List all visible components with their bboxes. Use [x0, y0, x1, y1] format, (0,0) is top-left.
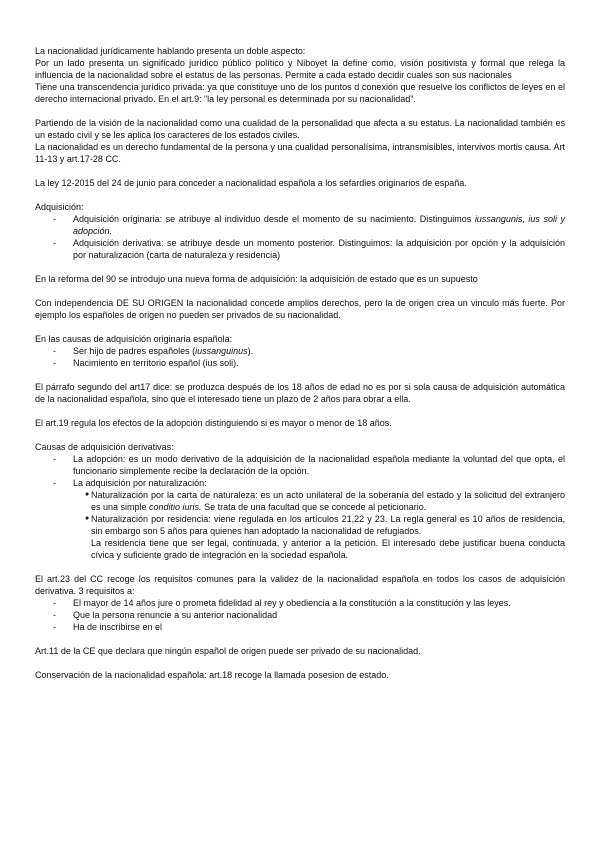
list-item: [35, 621, 565, 633]
list-item: [35, 453, 565, 477]
bullet-text: [91, 489, 565, 513]
dash-marker: -: [53, 610, 56, 620]
list-item: [35, 609, 565, 621]
item-text-tail: ).: [247, 346, 254, 356]
list-item-text: Nacimiento en territorio español (ius soli).: [73, 358, 239, 368]
paragraph-conservacion: Conservación de la nacionalidad española: art.18 recoge la llamada posesion de estado.: [35, 670, 389, 680]
bullet-continuation: La residencia tiene que ser legal, continuada, y anterior a la petición. El interesado debe justificar buena conducta cívica y suficiente grado de integración en la sociedad española.: [91, 538, 565, 560]
item-text-plain: Ser hijo de padres españoles (: [73, 346, 196, 356]
item-text-italic: iussanguinus: [195, 346, 248, 356]
item-text-italic: iussangunis, ius soli y adopción.: [73, 214, 565, 236]
paragraph-fundamental-right: La nacionalidad es un derecho fundamental de la persona y una cualidad personalísima, intransmisibles, intervivos mortis causa. Art 11-13 y art.17-28 CC.: [35, 142, 565, 164]
item-text-plain: Adquisición originaria: se atribuye al individuo desde el momento de su nacimiento. Distinguimos: [73, 214, 475, 224]
paragraph-intro: La nacionalidad jurídicamente hablando presenta un doble aspecto:: [35, 46, 306, 56]
list-item: [35, 237, 565, 261]
dash-marker: -: [53, 454, 56, 464]
paragraph-art11-ce: Art.11 de la CE que declara que ningún español de origen puede ser privado de su nacionalidad.: [35, 646, 421, 656]
bullet-item: [35, 513, 565, 537]
list-item-text: [73, 345, 565, 357]
dash-marker: -: [53, 622, 56, 632]
dash-marker: -: [53, 238, 56, 248]
list-item-text: La adopción: es un modo derivativo de la adquisición de la nacionalidad española mediante la voluntad del que opta, el funcionario simplemente recibe la declaración de la opción.: [73, 454, 565, 476]
heading-adquisicion: Adquisición:: [35, 202, 84, 212]
item-text-plain: Naturalización por la carta de naturaleza: es un acto unilateral de la soberanía del estado y la solicitud del extranjero es una simple: [91, 490, 565, 512]
list-item-text: [73, 213, 565, 237]
dash-marker: -: [53, 358, 56, 368]
paragraph-private-aspect: Tiene una transcendencia jurídico privada: ya que constituye uno de los puntos d conexión que resuelve los conflictos de leyes en el derecho internacional privado. En el art.9: “la ley personal es determinada por su nacionalidad”.: [35, 82, 565, 104]
list-item-text: Que la persona renuncie a su anterior nacionalidad: [73, 610, 278, 620]
dash-marker: -: [53, 214, 56, 224]
list-item-text: Ha de inscribirse en el: [73, 622, 163, 632]
bullet-item: [35, 489, 565, 513]
list-item: [35, 213, 565, 237]
bullet-icon: ●: [85, 491, 90, 498]
heading-originaria: En las causas de adquisición originaria española:: [35, 334, 233, 344]
list-item-text: La adquisición por naturalización:: [73, 478, 207, 488]
heading-derivativas: Causas de adquisición derivativas:: [35, 442, 174, 452]
paragraph-art17: El párrafo segundo del art17 dice: se produzca después de los 18 años de edad no es por si sola causa de adquisición automática de la nacionalidad española, sino que el interesado tiene un plazo de 2 años para obrar a ella.: [35, 382, 565, 404]
paragraph-reforma-90: En la reforma del 90 se introdujo una nueva forma de adquisición: la adquisición de estado que es un supuesto: [35, 274, 478, 284]
paragraph-art19: El art.19 regula los efectos de la adopción distinguiendo si es mayor o menor de 18 años.: [35, 418, 392, 428]
paragraph-origen: Con independencia DE SU ORIGEN la nacionalidad concede amplios derechos, pero la de origen crea un vinculo más fuerte. Por ejemplo los españoles de origen no pueden ser privados de su nacionalidad.: [35, 298, 565, 320]
list-item: [35, 597, 565, 609]
list-item: [35, 357, 565, 369]
item-text-tail: Se trata de una facultad que se concede al peticionario.: [201, 502, 427, 512]
list-item: [35, 345, 565, 357]
paragraph-civil-status: Partiendo de la visión de la nacionalidad como una cualidad de la personalidad que afecta a su estatus. La nacionalidad también es un estado civil y se les aplica los caracteres de los estados civiles.: [35, 118, 565, 140]
dash-marker: -: [53, 478, 56, 488]
dash-marker: -: [53, 346, 56, 356]
dash-marker: -: [53, 598, 56, 608]
paragraph-law-2015: La ley 12-2015 del 24 de junio para conceder a nacionalidad española a los sefardies originarios de españa.: [35, 178, 467, 188]
document-page: [35, 45, 565, 681]
list-item-text: El mayor de 14 años jure o prometa fidelidad al rey y obediencia a la constitución a la constitución y las leyes.: [73, 598, 511, 608]
item-text-italic: conditio iuris.: [149, 502, 202, 512]
list-item: [35, 477, 565, 489]
paragraph-public-aspect: Por un lado presenta un significado jurídico público político y Niboyet la define como, visión positivista y formal que relega la influencia de la nacionalidad sobre el estatus de las personas. Permite a cada estado decidir cuales son sus nacionales: [35, 58, 565, 80]
paragraph-art23: El art.23 del CC recoge los requisitos comunes para la validez de la nacionalidad española en todos los casos de adquisición derivativa. 3 requisitos a:: [35, 574, 565, 596]
list-item-text: Adquisición derivativa: se atribuye desde un momento posterior. Distinguimos: la adquisición por opción y la adquisición por naturalización (carta de naturaleza y residencia): [73, 238, 565, 260]
bullet-icon: ●: [85, 515, 90, 522]
bullet-text: Naturalización por residencia: viene regulada en los artículos 21,22 y 23. La regla general es 10 años de residencia, sin embargo son 5 años para quienes han adoptado la nacionalidad de refugiados.: [91, 514, 565, 536]
